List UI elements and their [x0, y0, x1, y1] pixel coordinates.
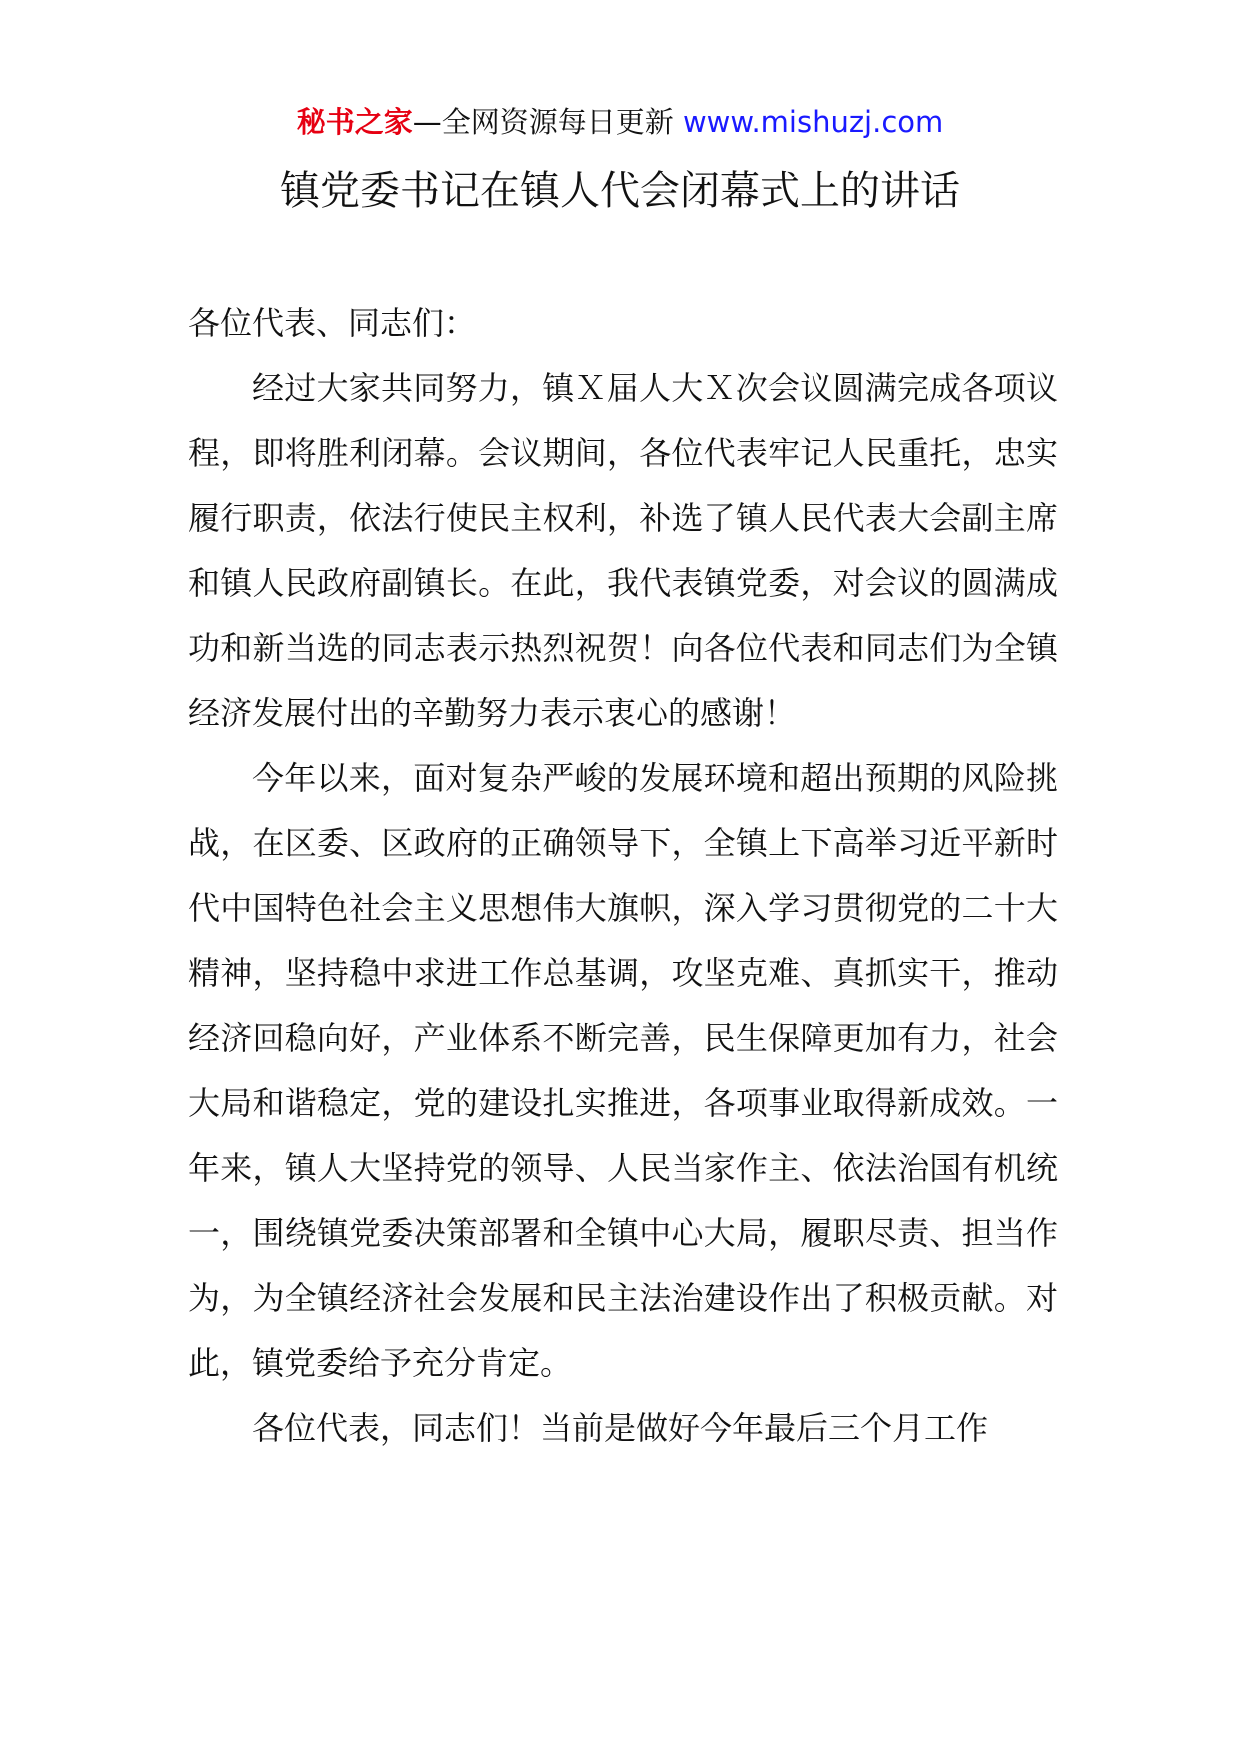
- document-title: 镇党委书记在镇人代会闭幕式上的讲话: [280, 168, 960, 214]
- site-tagline: —全网资源每日更新: [412, 105, 683, 139]
- paragraph-1: 经过大家共同努力，镇Ｘ届人大Ｘ次会议圆满完成各项议程，即将胜利闭幕。会议期间，各位代表牢记人民重托，忠实履行职责，依法行使民主权利，补选了镇人民代表大会副主席和镇人民政府副镇长。在此，我代表镇党委，对会议的圆满成功和新当选的同志表示热烈祝贺！向各位代表和同志们为全镇经济发展付出的辛勤努力表示衷心的感谢！: [188, 369, 1058, 732]
- site-header: [0, 102, 1240, 142]
- paragraph-2: 今年以来，面对复杂严峻的发展环境和超出预期的风险挑战，在区委、区政府的正确领导下，全镇上下高举习近平新时代中国特色社会主义思想伟大旗帜，深入学习贯彻党的二十大精神，坚持稳中求进工作总基调，攻坚克难、真抓实干，推动经济回稳向好，产业体系不断完善，民生保障更加有力，社会大局和谐稳定，党的建设扎实推进，各项事业取得新成效。一年来，镇人大坚持党的领导、人民当家作主、依法治国有机统一，围绕镇党委决策部署和全镇中心大局，履职尽责、担当作为，为全镇经济社会发展和民主法治建设作出了积极贡献。对此，镇党委给予充分肯定。: [188, 759, 1058, 1382]
- salutation: 各位代表、同志们：: [188, 304, 477, 342]
- document-body: [188, 291, 1058, 1461]
- site-brand: 秘书之家: [296, 105, 413, 139]
- paragraph-3: 各位代表，同志们！当前是做好今年最后三个月工作: [252, 1409, 989, 1447]
- site-url-link[interactable]: www.mishuzj.com: [682, 105, 944, 139]
